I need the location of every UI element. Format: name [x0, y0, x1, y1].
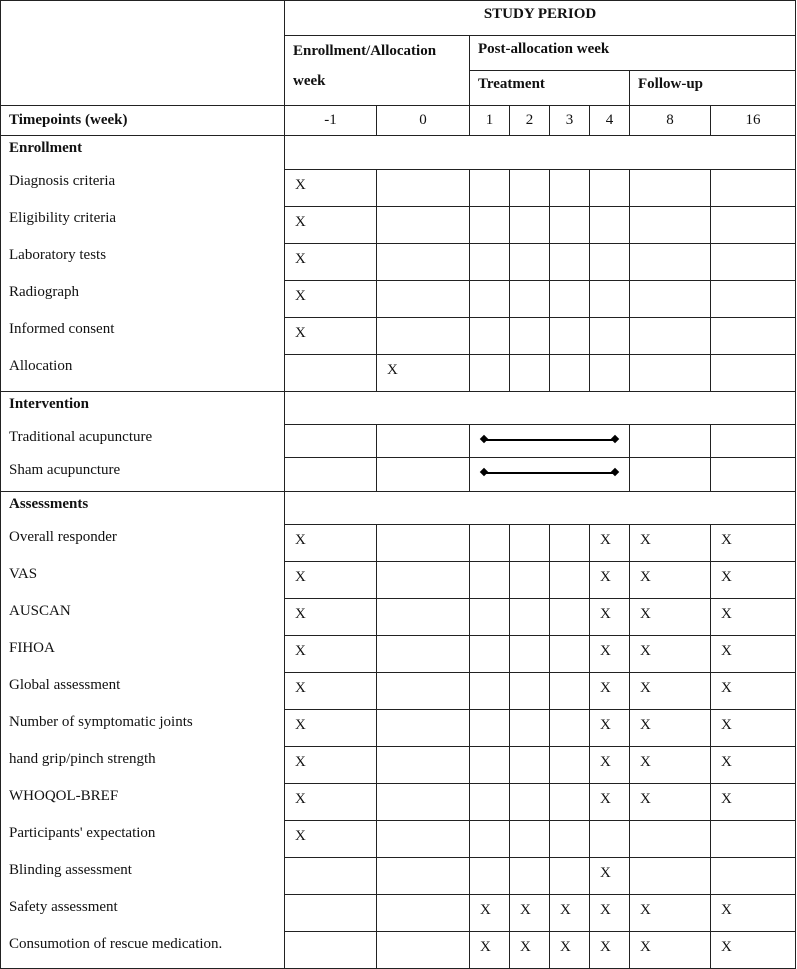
- schedule-cell: [590, 169, 630, 206]
- schedule-mark: X: [590, 895, 630, 932]
- timepoint-cell: 4: [590, 106, 630, 136]
- schedule-mark: X: [285, 784, 377, 821]
- schedule-cell: [510, 280, 550, 317]
- schedule-mark: X: [630, 636, 711, 673]
- row-label: WHOQOL-BREF: [1, 784, 285, 821]
- row-label: FIHOA: [1, 636, 285, 673]
- assessments-row: [1, 932, 796, 969]
- timepoints-label: Timepoints (week): [1, 106, 285, 136]
- assessments-row: [1, 673, 796, 710]
- row-label: Radiograph: [1, 280, 285, 317]
- schedule-mark: X: [550, 895, 590, 932]
- schedule-mark: X: [510, 932, 550, 969]
- assessments-row: [1, 895, 796, 932]
- row-label: Participants' expectation: [1, 821, 285, 858]
- schedule-cell: [550, 858, 590, 895]
- schedule-cell: [470, 354, 510, 391]
- schedule-cell: [377, 784, 470, 821]
- schedule-cell: [510, 206, 550, 243]
- schedule-mark: X: [590, 525, 630, 562]
- assessments-row: [1, 599, 796, 636]
- schedule-cell: [510, 243, 550, 280]
- intervention-section-title: Intervention: [1, 391, 285, 425]
- schedule-cell: [711, 354, 796, 391]
- schedule-cell: [470, 747, 510, 784]
- schedule-mark: X: [711, 932, 796, 969]
- schedule-cell: [377, 821, 470, 858]
- schedule-mark: X: [711, 895, 796, 932]
- schedule-mark: X: [630, 932, 711, 969]
- assessments-row: [1, 858, 796, 895]
- schedule-mark: X: [711, 784, 796, 821]
- intervention-duration-line: [484, 439, 615, 441]
- schedule-cell: [377, 636, 470, 673]
- enrollment-row: [1, 354, 796, 391]
- enrollment-allocation-header: [285, 36, 470, 106]
- schedule-cell: [285, 354, 377, 391]
- schedule-cell: [377, 458, 470, 492]
- schedule-cell: [285, 425, 377, 458]
- schedule-cell: [470, 858, 510, 895]
- assessments-row: [1, 636, 796, 673]
- row-label: Allocation: [1, 354, 285, 391]
- schedule-mark: X: [285, 747, 377, 784]
- row-label: Diagnosis criteria: [1, 169, 285, 206]
- schedule-mark: X: [510, 895, 550, 932]
- schedule-mark: X: [590, 599, 630, 636]
- schedule-cell: [630, 280, 711, 317]
- schedule-cell: [510, 562, 550, 599]
- schedule-cell: [377, 562, 470, 599]
- schedule-cell: [510, 169, 550, 206]
- assessments-row: [1, 562, 796, 599]
- row-label: hand grip/pinch strength: [1, 747, 285, 784]
- schedule-cell: [285, 858, 377, 895]
- schedule-mark: X: [285, 562, 377, 599]
- schedule-mark: X: [285, 243, 377, 280]
- row-label: Overall responder: [1, 525, 285, 562]
- treatment-header: Treatment: [470, 71, 630, 106]
- schedule-cell: [550, 599, 590, 636]
- schedule-mark: X: [285, 525, 377, 562]
- timepoint-cell: 1: [470, 106, 510, 136]
- schedule-cell: [630, 858, 711, 895]
- schedule-cell: [377, 525, 470, 562]
- schedule-cell: [510, 354, 550, 391]
- schedule-mark: X: [590, 932, 630, 969]
- row-label: Informed consent: [1, 317, 285, 354]
- enrollment-row: [1, 243, 796, 280]
- row-label: Sham acupuncture: [1, 458, 285, 492]
- schedule-cell: [550, 525, 590, 562]
- schedule-cell: [377, 425, 470, 458]
- schedule-cell: [470, 243, 510, 280]
- schedule-cell: [630, 317, 711, 354]
- schedule-cell: [711, 243, 796, 280]
- timepoint-cell: 16: [711, 106, 796, 136]
- schedule-cell: [377, 895, 470, 932]
- schedule-mark: X: [470, 895, 510, 932]
- assessments-row: [1, 710, 796, 747]
- schedule-cell: [470, 169, 510, 206]
- schedule-cell: [510, 317, 550, 354]
- schedule-cell: [590, 280, 630, 317]
- schedule-mark: X: [285, 206, 377, 243]
- schedule-cell: [550, 673, 590, 710]
- study-period-header: STUDY PERIOD: [285, 1, 796, 36]
- enrollment-allocation-line1: Enrollment/Allocation: [293, 43, 437, 59]
- schedule-mark: X: [590, 747, 630, 784]
- schedule-cell: [377, 932, 470, 969]
- schedule-cell: [550, 710, 590, 747]
- schedule-cell: [550, 169, 590, 206]
- schedule-cell: [510, 821, 550, 858]
- timepoints-row: [1, 106, 796, 136]
- section-spacer-cell: [285, 491, 796, 525]
- schedule-cell: [285, 895, 377, 932]
- timepoint-cell: -1: [285, 106, 377, 136]
- timepoint-cell: 3: [550, 106, 590, 136]
- schedule-cell: [470, 636, 510, 673]
- enrollment-section-row: [1, 136, 796, 170]
- schedule-cell: [470, 317, 510, 354]
- schedule-cell: [510, 710, 550, 747]
- schedule-mark: X: [285, 673, 377, 710]
- row-label: Safety assessment: [1, 895, 285, 932]
- schedule-cell: [470, 821, 510, 858]
- schedule-cell: [510, 673, 550, 710]
- schedule-cell: [285, 932, 377, 969]
- row-label: Blinding assessment: [1, 858, 285, 895]
- schedule-cell: [377, 169, 470, 206]
- schedule-cell: [711, 280, 796, 317]
- schedule-cell: [510, 784, 550, 821]
- timepoint-cell: 2: [510, 106, 550, 136]
- enrollment-row: [1, 169, 796, 206]
- schedule-cell: [711, 858, 796, 895]
- assessments-section-title: Assessments: [1, 491, 285, 525]
- timepoint-cell: 0: [377, 106, 470, 136]
- schedule-cell: [711, 169, 796, 206]
- schedule-cell: [590, 821, 630, 858]
- schedule-mark: X: [630, 747, 711, 784]
- schedule-mark: X: [630, 673, 711, 710]
- schedule-cell: [470, 673, 510, 710]
- schedule-mark: X: [711, 636, 796, 673]
- schedule-mark: X: [630, 895, 711, 932]
- schedule-cell: [510, 747, 550, 784]
- schedule-cell: [590, 317, 630, 354]
- schedule-cell: [711, 425, 796, 458]
- schedule-mark: X: [630, 710, 711, 747]
- row-label: Eligibility criteria: [1, 206, 285, 243]
- schedule-mark: X: [590, 710, 630, 747]
- schedule-cell: [630, 206, 711, 243]
- enrollment-section-title: Enrollment: [1, 136, 285, 170]
- enrollment-row: [1, 317, 796, 354]
- schedule-cell: [550, 747, 590, 784]
- row-label: VAS: [1, 562, 285, 599]
- schedule-cell: [377, 206, 470, 243]
- schedule-cell: [377, 317, 470, 354]
- schedule-mark: X: [285, 710, 377, 747]
- schedule-cell: [630, 243, 711, 280]
- schedule-cell: [470, 710, 510, 747]
- schedule-mark: X: [285, 636, 377, 673]
- section-spacer-cell: [285, 136, 796, 170]
- schedule-cell: [550, 206, 590, 243]
- schedule-cell: [377, 280, 470, 317]
- assessments-row: [1, 747, 796, 784]
- schedule-mark: X: [711, 673, 796, 710]
- schedule-mark: X: [285, 280, 377, 317]
- schedule-mark: X: [550, 932, 590, 969]
- schedule-mark: X: [711, 747, 796, 784]
- row-label: Consumotion of rescue medication.: [1, 932, 285, 969]
- schedule-cell: [377, 858, 470, 895]
- schedule-mark: X: [590, 562, 630, 599]
- row-label: Laboratory tests: [1, 243, 285, 280]
- schedule-cell: [510, 858, 550, 895]
- intervention-section-row: [1, 391, 796, 425]
- follow-up-header: Follow-up: [630, 71, 796, 106]
- schedule-cell: [377, 673, 470, 710]
- schedule-mark: X: [285, 169, 377, 206]
- schedule-cell: [510, 599, 550, 636]
- assessments-row: [1, 784, 796, 821]
- row-label: AUSCAN: [1, 599, 285, 636]
- schedule-cell: [550, 317, 590, 354]
- schedule-mark: X: [590, 636, 630, 673]
- study-period-row: [1, 1, 796, 36]
- row-label: Global assessment: [1, 673, 285, 710]
- schedule-mark: X: [711, 599, 796, 636]
- schedule-mark: X: [630, 525, 711, 562]
- schedule-cell: [377, 599, 470, 636]
- schedule-mark: X: [377, 354, 470, 391]
- schedule-cell: [711, 458, 796, 492]
- schedule-cell: [470, 206, 510, 243]
- schedule-cell: [590, 354, 630, 391]
- schedule-cell: [285, 458, 377, 492]
- schedule-cell: [590, 243, 630, 280]
- schedule-mark: X: [590, 858, 630, 895]
- schedule-cell: [630, 354, 711, 391]
- schedule-mark: X: [711, 710, 796, 747]
- schedule-mark: X: [590, 784, 630, 821]
- schedule-cell: [630, 821, 711, 858]
- schedule-mark: X: [470, 932, 510, 969]
- schedule-mark: X: [630, 599, 711, 636]
- intervention-span-cell: [470, 458, 630, 492]
- schedule-mark: X: [630, 562, 711, 599]
- schedule-cell: [470, 280, 510, 317]
- schedule-cell: [630, 425, 711, 458]
- schedule-cell: [711, 206, 796, 243]
- row-label: Number of symptomatic joints: [1, 710, 285, 747]
- assessments-row: [1, 525, 796, 562]
- schedule-cell: [550, 784, 590, 821]
- schedule-cell: [470, 562, 510, 599]
- schedule-cell: [550, 280, 590, 317]
- schedule-cell: [377, 243, 470, 280]
- schedule-cell: [711, 317, 796, 354]
- schedule-cell: [630, 169, 711, 206]
- assessments-row: [1, 821, 796, 858]
- schedule-mark: X: [711, 525, 796, 562]
- row-label: Traditional acupuncture: [1, 425, 285, 458]
- schedule-mark: X: [590, 673, 630, 710]
- schedule-cell: [510, 525, 550, 562]
- assessments-section-row: [1, 491, 796, 525]
- schedule-cell: [550, 821, 590, 858]
- schedule-cell: [377, 747, 470, 784]
- intervention-row: [1, 425, 796, 458]
- post-allocation-header: Post-allocation week: [470, 36, 796, 71]
- schedule-cell: [550, 562, 590, 599]
- schedule-cell: [470, 599, 510, 636]
- schedule-cell: [470, 784, 510, 821]
- section-spacer-cell: [285, 391, 796, 425]
- header-blank-cell: [1, 1, 285, 106]
- schedule-mark: X: [711, 562, 796, 599]
- schedule-cell: [510, 636, 550, 673]
- schedule-cell: [630, 458, 711, 492]
- schedule-mark: X: [285, 821, 377, 858]
- schedule-mark: X: [285, 599, 377, 636]
- schedule-cell: [550, 636, 590, 673]
- schedule-cell: [590, 206, 630, 243]
- schedule-cell: [550, 243, 590, 280]
- enrollment-row: [1, 280, 796, 317]
- intervention-duration-line: [484, 472, 615, 474]
- timepoint-cell: 8: [630, 106, 711, 136]
- schedule-cell: [470, 525, 510, 562]
- intervention-span-cell: [470, 425, 630, 458]
- enrollment-allocation-line2: week: [293, 73, 326, 89]
- schedule-mark: X: [285, 317, 377, 354]
- schedule-cell: [550, 354, 590, 391]
- schedule-cell: [377, 710, 470, 747]
- intervention-row: [1, 458, 796, 492]
- schedule-mark: X: [630, 784, 711, 821]
- schedule-cell: [711, 821, 796, 858]
- enrollment-row: [1, 206, 796, 243]
